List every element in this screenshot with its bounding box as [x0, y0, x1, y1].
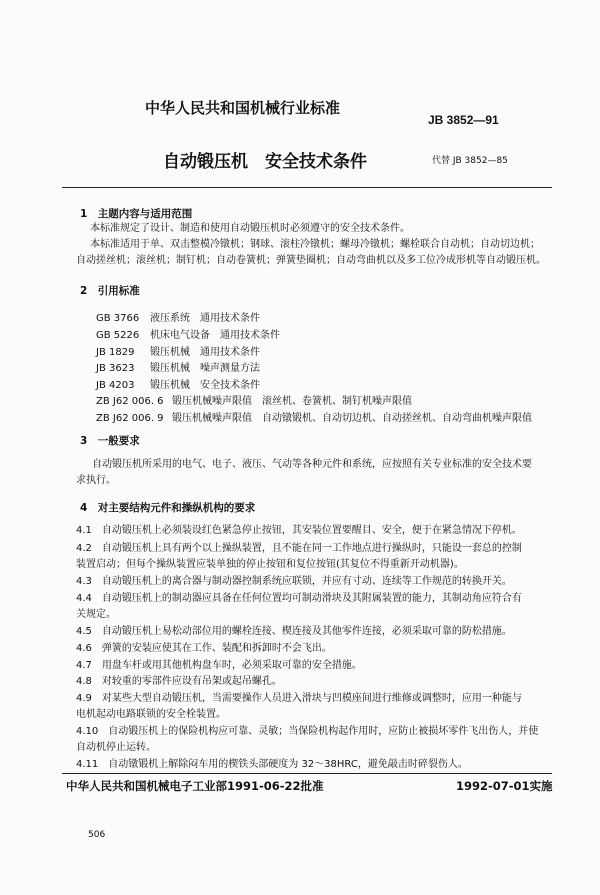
- clause-4-9-cont: 电机起动电路联锁的安全栓装置。: [76, 709, 226, 720]
- clause-4-3: [76, 574, 512, 590]
- section-4-heading: 4 对主要结构元件和操纵机构的要求: [80, 502, 256, 514]
- clause-number: 4.10: [76, 726, 99, 737]
- reference-standard: [96, 392, 412, 407]
- reference-name: 锻压机械噪声限值 自动镦锻机、自动切边机、自动搓丝机、自动弯曲机噪声限值: [172, 413, 532, 424]
- clause-text: 弹簧的安装应使其在工作、装配和拆卸时不会飞出。: [101, 643, 332, 654]
- reference-code: GB 3766: [96, 313, 140, 324]
- reference-standard: [96, 359, 260, 374]
- reference-name: 锻压机械 通用技术条件: [150, 347, 260, 358]
- clause-number: 4.5: [76, 626, 92, 637]
- standard-code: JB 3852—91: [428, 113, 499, 127]
- clause-text: 对某些大型自动锻压机，当需要操作人员进入滑块与凹模座间进行维修或调整时，应用一种能与: [101, 693, 522, 704]
- clause-4-4: [76, 591, 522, 607]
- clause-text: 自动镦锻机上解除闷车用的楔铁头部硬度为 32～38HRC，避免敲击时碎裂伤人。: [108, 759, 468, 770]
- section-2-heading: 2 引用标准: [80, 285, 140, 297]
- clause-number: 4.6: [76, 643, 92, 654]
- reference-code: JB 4203: [96, 380, 135, 391]
- reference-standard: [96, 326, 280, 341]
- clause-4-10: [76, 724, 538, 740]
- clause-number: 4.11: [76, 759, 99, 770]
- clause-text: 自动锻压机上具有两个以上操纵装置，且不能在同一工作地点进行操纵时，只能设一套总的控制: [101, 543, 522, 554]
- replaces-note: 代替 JB 3852—85: [432, 156, 508, 166]
- reference-standard: [96, 376, 260, 391]
- reference-standard: [96, 409, 532, 424]
- reference-code: JB 1829: [96, 347, 135, 358]
- clause-4-7: [76, 658, 362, 674]
- document-title: 自动锻压机 安全技术条件: [163, 152, 367, 172]
- clause-4-2-cont: 装置启动；但每个操纵装置应装单独的停止按钮和复位按钮(其复位不得重新开动机器)。: [76, 559, 464, 570]
- reference-name: 锻压机械 噪声测量方法: [150, 363, 260, 374]
- clause-number: 4.7: [76, 660, 92, 671]
- header-rule: [62, 187, 552, 188]
- clause-text: 自动锻压机上的制动器应具备在任何位置均可制动滑块及其附属装置的能力，其制动角应符合有: [101, 593, 522, 604]
- section-1-heading: 1 主题内容与适用范围: [80, 208, 193, 220]
- clause-text: 用盘车杆或用其他机构盘车时，必须采取可靠的安全措施。: [101, 660, 362, 671]
- clause-text: 对较重的零部件应设有吊架或起吊螺孔。: [101, 676, 282, 687]
- footer-rule: [62, 773, 552, 774]
- reference-standard: [96, 309, 260, 324]
- effective-date: 1992-07-01实施: [456, 779, 553, 793]
- clause-text: 自动锻压机上必须装设红色紧急停止按钮，其安装位置要醒目、安全，便于在紧急情况下停机。: [101, 525, 522, 536]
- clause-number: 4.2: [76, 543, 92, 554]
- clause-4-10-cont: 自动机停止运转。: [76, 742, 156, 753]
- clause-number: 4.8: [76, 676, 92, 687]
- reference-name: 液压系统 通用技术条件: [150, 313, 260, 324]
- section-1-para-2-line-1: 本标准适用于单、双击整模冷镦机；钢球、滚柱冷镦机；螺母冷镦机；螺栓联合自动机；自动切边机；: [90, 239, 540, 250]
- reference-code: GB 5226: [96, 330, 140, 341]
- section-3-para-line-2: 求执行。: [76, 475, 116, 486]
- clause-number: 4.3: [76, 576, 92, 587]
- section-1-para-1: 本标准规定了设计、制造和使用自动锻压机时必须遵守的安全技术条件。: [90, 223, 410, 234]
- clause-4-8: [76, 674, 282, 690]
- clause-4-4-cont: 关规定。: [76, 609, 116, 620]
- reference-name: 机床电气设备 通用技术条件: [150, 330, 280, 341]
- clause-text: 自动锻压机上的离合器与制动器控制系统应联锁，并应有寸动、连续等工作规范的转换开关。: [101, 576, 512, 587]
- reference-code: ZB J62 006. 9: [96, 413, 164, 424]
- section-3-para-line-1: 自动锻压机所采用的电气、电子、液压、气动等各种元件和系统，应按照有关专业标准的安全技术要: [92, 459, 532, 470]
- reference-code: ZB J62 006. 6: [96, 396, 164, 407]
- clause-4-9: [76, 691, 522, 707]
- page-number: 506: [88, 830, 106, 840]
- reference-code: JB 3623: [96, 363, 135, 374]
- section-3-heading: 3 一般要求: [80, 435, 140, 447]
- clause-4-1: [76, 523, 522, 539]
- clause-number: 4.9: [76, 693, 92, 704]
- clause-4-5: [76, 624, 512, 640]
- clause-text: 自动锻压机上的保险机构应可靠、灵敏；当保险机构起作用时，应防止被损坏零件飞出伤人，并使: [108, 726, 539, 737]
- section-1-para-2-line-2: 自动搓丝机；滚丝机；制钉机；自动卷簧机；弹簧垫圈机；自动弯曲机以及多工位冷成形机等自动锻压机。: [76, 255, 546, 266]
- clause-number: 4.4: [76, 593, 92, 604]
- issuing-body: 中华人民共和国机械行业标准: [145, 99, 341, 117]
- clause-text: 自动锻压机上易松动部位用的螺栓连接、楔连接及其他零件连接，必须采取可靠的防松措施。: [101, 626, 512, 637]
- clause-4-6: [76, 641, 332, 657]
- reference-name: 锻压机械 安全技术条件: [150, 380, 260, 391]
- clause-number: 4.1: [76, 525, 92, 536]
- clause-4-2: [76, 541, 522, 557]
- clause-4-11: [76, 757, 468, 773]
- reference-name: 锻压机械噪声限值 滚丝机、卷簧机、制钉机噪声限值: [172, 396, 412, 407]
- approval-line: 中华人民共和国机械电子工业部1991-06-22批准: [66, 779, 324, 793]
- reference-standard: [96, 343, 260, 358]
